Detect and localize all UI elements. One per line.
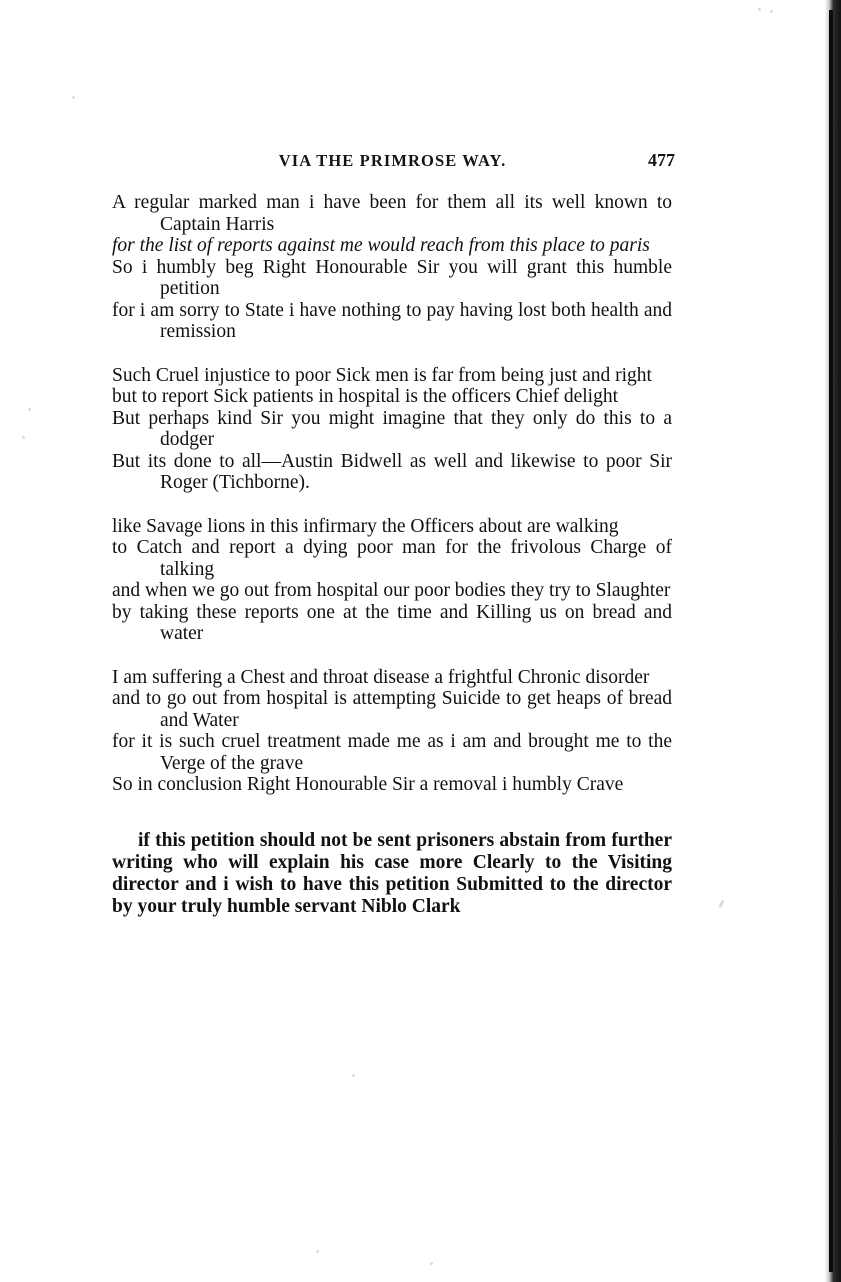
scan-speck (352, 1074, 355, 1077)
scan-speck (28, 408, 31, 411)
stanza (112, 516, 672, 645)
verse-line: by taking these reports one at the time and Killing us on bread and water (112, 601, 672, 644)
running-title: VIA THE PRIMROSE WAY. (278, 151, 507, 170)
verse-line: But perhaps kind Sir you might imagine that they only do this to a dodger (112, 407, 672, 450)
scan-speck (430, 1262, 433, 1265)
scan-speck (316, 1250, 319, 1253)
verse-line: and to go out from hospital is attempting Suicide to get heaps of bread and Water (112, 688, 672, 731)
stanza (112, 667, 672, 796)
verse-line: Such Cruel injustice to poor Sick men is far from being just and right (112, 364, 652, 386)
verse-line: but to report Sick patients in hospital is the officers Chief delight (112, 386, 619, 407)
verse-line: I am suffering a Chest and throat disease a frightful Chronic disorder (112, 666, 650, 688)
page-body (112, 192, 672, 918)
scan-speck (718, 900, 724, 909)
verse-line: for i am sorry to State i have nothing to pay having lost both health and remission (112, 299, 672, 342)
stanza (112, 365, 672, 494)
verse-line: A regular marked man i have been for them all its well known to Captain Harris (112, 192, 672, 235)
verse-line: like Savage lions in this infirmary the Officers about are walking (112, 515, 619, 537)
verse-line: So i humbly beg Right Honourable Sir you will grant this humble petition (112, 256, 672, 299)
verse-line: But its done to all—Austin Bidwell as well and likewise to poor Sir Roger (Tichborne). (112, 450, 672, 493)
stanza-spacer (112, 818, 672, 830)
page-header (110, 150, 675, 171)
verse-line: for the list of reports against me would reach from this place to paris (112, 235, 650, 256)
verse-line: for it is such cruel treatment made me as i am and brought me to the Verge of the grave (112, 731, 672, 774)
scan-speck (22, 436, 25, 439)
verse-line: and when we go out from hospital our poor bodies they try to Slaughter (112, 580, 671, 601)
page-number: 477 (648, 150, 675, 170)
verse-line: So in conclusion Right Honourable Sir a removal i humbly Crave (112, 774, 624, 795)
closing-paragraph: if this petition should not be sent prisoners abstain from further writing who will explain his case more Clearly to the Visiting director and i wish to have this petition Submitted to the director by your truly humble servant Niblo Clark (112, 829, 672, 917)
scan-edge-line (829, 10, 833, 1272)
stanza (112, 192, 672, 343)
scan-speck (72, 96, 75, 99)
verse-line: to Catch and report a dying poor man for the frivolous Charge of talking (112, 537, 672, 580)
scan-speck (758, 8, 761, 11)
scan-speck (770, 10, 773, 13)
